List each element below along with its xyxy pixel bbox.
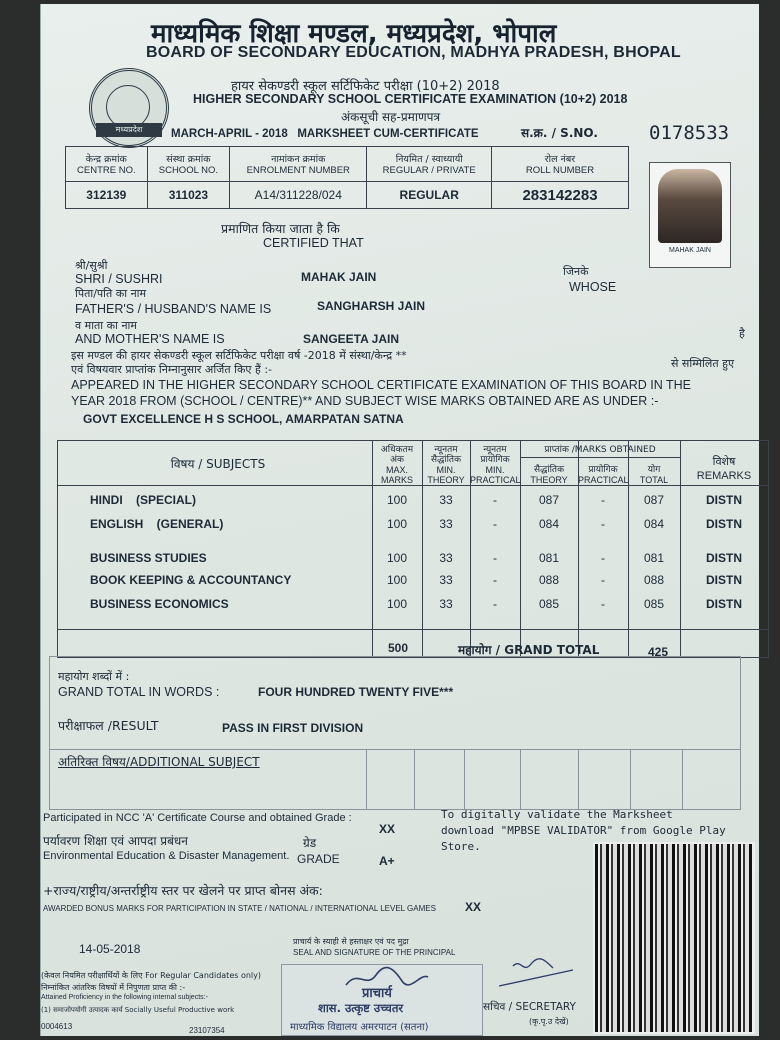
session-text: MARCH-APRIL - 2018 xyxy=(171,128,288,140)
father-english: FATHER'S / HUSBAND'S NAME IS xyxy=(75,302,272,316)
result-value: PASS IN FIRST DIVISION xyxy=(222,721,364,735)
marks-cell-th: 087 xyxy=(538,493,560,507)
secretary-sub: (कृ.पृ.उ देखें) xyxy=(529,1017,569,1026)
centre-no: 312139 xyxy=(66,182,148,209)
marks-cell-total: 084 xyxy=(643,517,665,531)
additional-subject-label: अतिरिक्त विषय/ADDITIONAL SUBJECT xyxy=(58,755,260,769)
min-theory-header: न्यूनतम सैद्धांतिक MIN. THEORY xyxy=(427,445,465,485)
note-3: Attained Proficiency in the following internal subjects:- xyxy=(41,994,208,1001)
id-header: संस्था क्रमांक SCHOOL NO. xyxy=(147,147,230,182)
marks-cell-pr: - xyxy=(601,551,605,565)
grand-total-value: 425 xyxy=(648,645,669,659)
father-name: SANGHARSH JAIN xyxy=(317,299,426,313)
subjects-header: विषय / SUBJECTS xyxy=(170,457,266,471)
candidate-name: MAHAK JAIN xyxy=(301,270,377,284)
marks-cell-remarks: DISTN xyxy=(706,597,742,611)
note-2: निम्नांकित आंतरिक विषयों में निपुणता प्राप्त की :- xyxy=(41,983,186,992)
marks-cell-min-pr: - xyxy=(493,517,497,531)
grade-english: GRADE xyxy=(297,852,340,866)
mother-name: SANGEETA JAIN xyxy=(303,332,400,346)
appeared-english-2: YEAR 2018 FROM (SCHOOL / CENTRE)** AND SUBJECT WISE MARKS OBTAINED ARE AS UNDER :- xyxy=(71,394,659,408)
result-label: परीक्षाफल /RESULT xyxy=(58,718,159,733)
photo-caption: MAHAK JAIN xyxy=(668,247,711,254)
result-summary-box xyxy=(49,656,741,810)
hai-hindi: है xyxy=(739,327,745,340)
marks-cell-total: 081 xyxy=(643,551,665,565)
marks-cell-total: 085 xyxy=(643,597,665,611)
practical-header: प्रायोगिक PRACTICAL xyxy=(578,465,629,485)
principal-seal-english: SEAL AND SIGNATURE OF THE PRINCIPAL xyxy=(293,948,456,957)
marks-cell-min-th: 33 xyxy=(439,551,453,565)
exam-title-english: HIGHER SECONDARY SCHOOL CERTIFICATE EXAMINATION (10+2) 2018 xyxy=(193,92,628,106)
id-header: नियमित / स्वाध्यायी REGULAR / PRIVATE xyxy=(367,147,492,182)
marks-cell-min-th: 33 xyxy=(439,573,453,587)
bonus-hindi: +राज्य/राष्ट्रीय/अन्तर्राष्ट्रीय स्तर पर खेलने पर प्राप्त बोनस अंक: xyxy=(43,883,323,898)
certified-english: CERTIFIED THAT xyxy=(263,236,364,250)
marks-cell-remarks: DISTN xyxy=(706,517,742,531)
school-name: GOVT EXCELLENCE H S SCHOOL, AMARPATAN SATNA xyxy=(83,412,404,426)
grade-hindi: ग्रेड xyxy=(303,836,317,850)
stamp-line-2: शास. उत्कृष्ट उच्चतर xyxy=(318,1001,404,1015)
min-practical-header: न्यूनतम प्रायोगिक MIN. PRACTICAL xyxy=(470,445,521,485)
portrait-image xyxy=(658,169,722,243)
marks-cell-max: 100 xyxy=(386,597,408,611)
issue-date: 14-05-2018 xyxy=(79,942,141,956)
doc-title-hindi: अंकसूची सह-प्रमाणपत्र xyxy=(341,110,441,124)
marks-cell-subject: ENGLISH (GENERAL) xyxy=(90,517,224,531)
code-left: 0004613 xyxy=(41,1022,73,1031)
marks-cell-max: 100 xyxy=(386,517,408,531)
theory-header: सैद्धांतिक THEORY xyxy=(530,465,568,485)
marks-cell-max: 100 xyxy=(386,493,408,507)
secretary-label: सचिव / SECRETARY xyxy=(483,1001,576,1013)
enrolment-no: A14/311228/024 xyxy=(230,182,367,209)
marks-cell-pr: - xyxy=(601,597,605,611)
marks-cell-remarks: DISTN xyxy=(706,551,742,565)
marks-cell-min-th: 33 xyxy=(439,493,453,507)
doc-title-english: MARKSHEET CUM-CERTIFICATE xyxy=(297,128,479,140)
marks-cell-min-pr: - xyxy=(493,573,497,587)
marks-cell-th: 081 xyxy=(538,551,560,565)
secretary-signature-icon xyxy=(493,956,583,996)
certified-hindi: प्रमाणित किया जाता है कि xyxy=(221,221,340,236)
words-hindi: महायोग शब्दों में : xyxy=(58,670,130,683)
exam-title-hindi: हायर सेकण्डरी स्कूल सर्टिफिकेट परीक्षा (10+2) 2018 xyxy=(231,79,500,94)
qr-code-image xyxy=(593,842,755,1034)
marks-table xyxy=(57,440,769,658)
marks-cell-subject: HINDI (SPECIAL) xyxy=(90,493,197,507)
marks-cell-min-th: 33 xyxy=(439,597,453,611)
ncc-grade: XX xyxy=(379,822,396,836)
note-4: (1) समाजोपयोगी उत्पादक कार्य Socially Useful Productive work xyxy=(41,1006,235,1014)
marks-cell-pr: - xyxy=(601,493,605,507)
logo-text: मध्यप्रदेश xyxy=(96,123,162,137)
principal-signature-icon xyxy=(342,965,432,991)
max-total: 500 xyxy=(388,641,409,655)
marks-cell-min-pr: - xyxy=(493,493,497,507)
marks-cell-min-th: 33 xyxy=(439,517,453,531)
marks-cell-subject: BUSINESS STUDIES xyxy=(90,551,207,565)
words-english: GRAND TOTAL IN WORDS : xyxy=(58,685,220,699)
marks-cell-total: 088 xyxy=(643,573,665,587)
ncc-text: Participated in NCC 'A' Certificate Course and obtained Grade : xyxy=(43,812,352,824)
session xyxy=(171,128,479,140)
marks-cell-remarks: DISTN xyxy=(706,573,742,587)
bonus-english: AWARDED BONUS MARKS FOR PARTICIPATION IN STATE / NATIONAL / INTERNATIONAL LEVEL GAMES xyxy=(43,904,436,913)
stamp-line-1: प्राचार्य xyxy=(362,986,392,1001)
marks-cell-th: 088 xyxy=(538,573,560,587)
marks-cell-min-pr: - xyxy=(493,597,497,611)
marksheet-page xyxy=(40,4,759,1036)
roll-number: 283142283 xyxy=(492,182,629,209)
grand-total-label: महायोग / GRAND TOTAL xyxy=(458,643,600,657)
remarks-header: विशेष REMARKS xyxy=(696,455,752,482)
id-header: नामांकन क्रमांक ENROLMENT NUMBER xyxy=(230,147,367,182)
board-title-hindi: माध्यमिक शिक्षा मण्डल, मध्यप्रदेश, भोपाल xyxy=(151,19,557,49)
mother-english: AND MOTHER'S NAME IS xyxy=(75,332,225,346)
note-1: (केवल नियमित परीक्षार्थियों के लिए For Regular Candidates only) xyxy=(41,971,261,980)
principal-seal-hindi: प्राचार्य के स्याही से हस्ताक्षर एवं पद मुद्रा xyxy=(293,937,409,946)
max-marks-header: अधिकतम अंक MAX. MARKS xyxy=(380,445,414,485)
board-title-english: BOARD OF SECONDARY EDUCATION, MADHYA PRADESH, BHOPAL xyxy=(146,44,681,61)
candidate-photo xyxy=(649,162,731,268)
candidate-id-table xyxy=(65,146,629,209)
shri-hindi: श्री/सुश्री xyxy=(75,259,108,272)
env-hindi: पर्यावरण शिक्षा एवं आपदा प्रबंधन xyxy=(43,834,188,848)
serial-label: स.क्र. / S.NO. xyxy=(521,126,598,140)
marks-cell-th: 084 xyxy=(538,517,560,531)
appeared-hindi-2: एवं विषयवार प्राप्तांक निम्नानुसार अर्जित किए हैं :- xyxy=(71,363,272,376)
regular-private: REGULAR xyxy=(367,182,492,209)
grand-total-words: FOUR HUNDRED TWENTY FIVE*** xyxy=(258,685,454,699)
id-header: रोल नंबर ROLL NUMBER xyxy=(492,147,629,182)
appeared-hindi-1: इस मण्डल की हायर सेकण्डरी स्कूल सर्टिफिकेट परीक्षा वर्ष -2018 में संस्था/केन्द्र ** xyxy=(71,349,407,362)
env-english: Environmental Education & Disaster Management. xyxy=(43,850,290,862)
code-right: 23107354 xyxy=(189,1026,225,1035)
marks-cell-total: 087 xyxy=(643,493,665,507)
school-no: 311023 xyxy=(147,182,230,209)
stamp-line-3: माध्यमिक विद्यालय अमरपाटन (सतना) xyxy=(290,1022,429,1033)
principal-stamp xyxy=(281,964,483,1036)
validate-line-2: download "MPBSE VALIDATOR" from Google Play xyxy=(441,824,726,837)
marks-cell-max: 100 xyxy=(386,573,408,587)
marks-cell-subject: BOOK KEEPING & ACCOUNTANCY xyxy=(90,573,292,587)
appeared-hindi-1b: से सम्मिलित हुए xyxy=(671,357,735,370)
shri-english: SHRI / SUSHRI xyxy=(75,272,163,286)
appeared-english-1: APPEARED IN THE HIGHER SECONDARY SCHOOL CERTIFICATE EXAMINATION OF THIS BOARD IN THE xyxy=(71,378,692,392)
marks-obtained-header: प्राप्तांक /MARKS OBTAINED xyxy=(544,445,656,455)
whose-hindi: जिनके xyxy=(563,265,589,278)
father-hindi: पिता/पति का नाम xyxy=(75,287,147,300)
marks-cell-min-pr: - xyxy=(493,551,497,565)
id-header: केन्द्र क्रमांक CENTRE NO. xyxy=(66,147,148,182)
validate-line-1: To digitally validate the Marksheet xyxy=(441,808,673,821)
bonus-value: XX xyxy=(465,900,482,914)
env-grade: A+ xyxy=(379,854,395,868)
marks-cell-pr: - xyxy=(601,573,605,587)
total-header: योग TOTAL xyxy=(639,465,669,485)
validate-line-3: Store. xyxy=(441,840,481,853)
marks-cell-max: 100 xyxy=(386,551,408,565)
marks-cell-th: 085 xyxy=(538,597,560,611)
marks-cell-remarks: DISTN xyxy=(706,493,742,507)
marks-cell-subject: BUSINESS ECONOMICS xyxy=(90,597,229,611)
mother-hindi: व माता का नाम xyxy=(75,319,137,332)
whose-english: WHOSE xyxy=(569,280,617,294)
board-logo xyxy=(89,68,169,148)
marks-cell-pr: - xyxy=(601,517,605,531)
serial-number: 0178533 xyxy=(649,122,730,144)
